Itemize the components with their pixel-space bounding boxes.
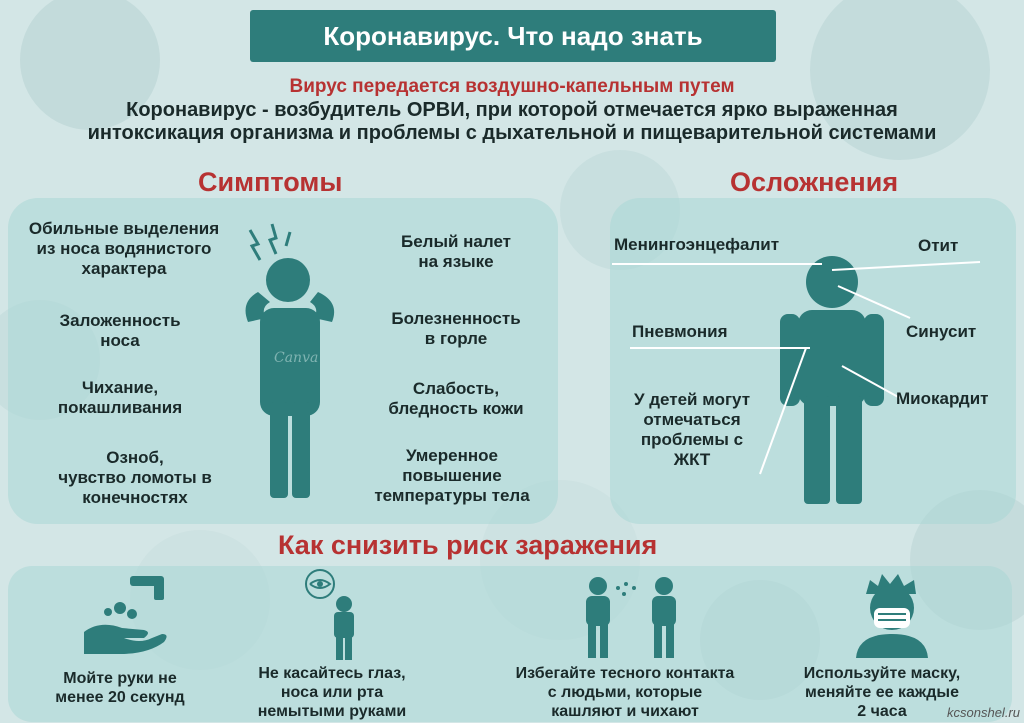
- complication-myocarditis: Миокардит: [896, 389, 989, 408]
- symptom-chills: [20, 448, 250, 508]
- symptom-fever: [340, 446, 564, 506]
- symptom-runny-nose: [6, 219, 242, 279]
- complication-pneumonia: Пневмония: [632, 322, 728, 341]
- complication-meningoencephalitis: Менингоэнцефалит: [614, 235, 780, 254]
- symptom-nasal-congestion: [20, 311, 220, 351]
- intro-text: [60, 99, 964, 145]
- symptom-line: повышение: [402, 466, 502, 485]
- symptom-line: Болезненность: [391, 309, 521, 328]
- symptom-line: Обильные выделения: [28, 219, 220, 238]
- tip-line: Используйте маску,: [803, 665, 961, 682]
- symptom-line: Озноб,: [106, 448, 164, 467]
- complication-children-gi: [612, 390, 772, 470]
- canva-watermark: Canva: [274, 350, 319, 366]
- symptom-line: бледность кожи: [388, 399, 524, 418]
- symptom-white-tongue: [356, 232, 556, 272]
- symptom-line: Белый налет: [400, 232, 512, 251]
- tip-line: немытыми руками: [257, 703, 407, 720]
- intro-line-1: Коронавирус - возбудитель ОРВИ, при которой отмечается ярко выраженная: [126, 99, 898, 121]
- tip-line: Не касайтесь глаз,: [258, 665, 406, 682]
- symptom-line: конечностях: [82, 488, 188, 507]
- complication-line: отмечаться: [643, 410, 741, 429]
- mask-wearing-icon: [852, 572, 932, 658]
- symptom-sore-throat: [356, 309, 556, 349]
- symptom-line: носа: [100, 331, 140, 350]
- complication-otitis: Отит: [918, 236, 959, 255]
- tip-line: носа или рта: [280, 684, 384, 701]
- symptom-line: Умеренное: [406, 446, 498, 465]
- transmission-subtitle: Вирус передается воздушно-капельным путем: [289, 76, 735, 97]
- tip-wash-hands: [20, 669, 220, 707]
- symptom-line: покашливания: [57, 398, 183, 417]
- symptom-line: Слабость,: [412, 379, 500, 398]
- tip-line: Избегайте тесного контакта: [515, 665, 735, 682]
- page-title: Коронавирус. Что надо знать: [250, 10, 776, 62]
- site-watermark: kcsonshel.ru: [947, 705, 1020, 720]
- complication-line: ЖКТ: [673, 450, 711, 469]
- tip-line: кашляют и чихают: [551, 703, 699, 720]
- intro-line-2: интоксикация организма и проблемы с дыхательной и пищеварительной системами: [87, 122, 937, 144]
- prevention-heading: Как снизить риск заражения: [278, 530, 658, 560]
- tip-line: с людьми, которые: [547, 684, 703, 701]
- coughing-people-icon: [578, 574, 688, 660]
- headache-person-icon: [230, 222, 350, 504]
- symptoms-heading: Симптомы: [198, 167, 343, 197]
- tip-avoid-contact: [490, 664, 760, 721]
- symptom-line: на языке: [418, 252, 494, 271]
- symptom-line: чувство ломоты в: [58, 468, 212, 487]
- complication-line: У детей могут: [633, 390, 751, 409]
- tip-line: меняйте ее каждые: [805, 684, 959, 701]
- complication-sinusitis: Синусит: [906, 322, 977, 341]
- tip-line: 2 часа: [857, 703, 907, 720]
- complication-line: проблемы с: [640, 430, 744, 449]
- complications-heading: Осложнения: [730, 167, 899, 197]
- symptom-sneezing: [20, 378, 220, 418]
- symptom-line: из носа водянистого: [36, 239, 212, 258]
- tip-no-face-touch: [232, 664, 432, 721]
- hand-washing-icon: [70, 572, 180, 656]
- symptom-line: температуры тела: [374, 486, 530, 505]
- symptom-line: в горле: [424, 329, 488, 348]
- symptom-line: Заложенность: [59, 311, 181, 330]
- tip-line: Мойте руки не: [63, 670, 177, 687]
- tip-line: менее 20 секунд: [55, 689, 185, 706]
- face-touching-icon: [300, 568, 370, 662]
- symptom-line: характера: [81, 259, 167, 278]
- symptom-weakness: [356, 379, 556, 419]
- symptom-line: Чихание,: [81, 378, 159, 397]
